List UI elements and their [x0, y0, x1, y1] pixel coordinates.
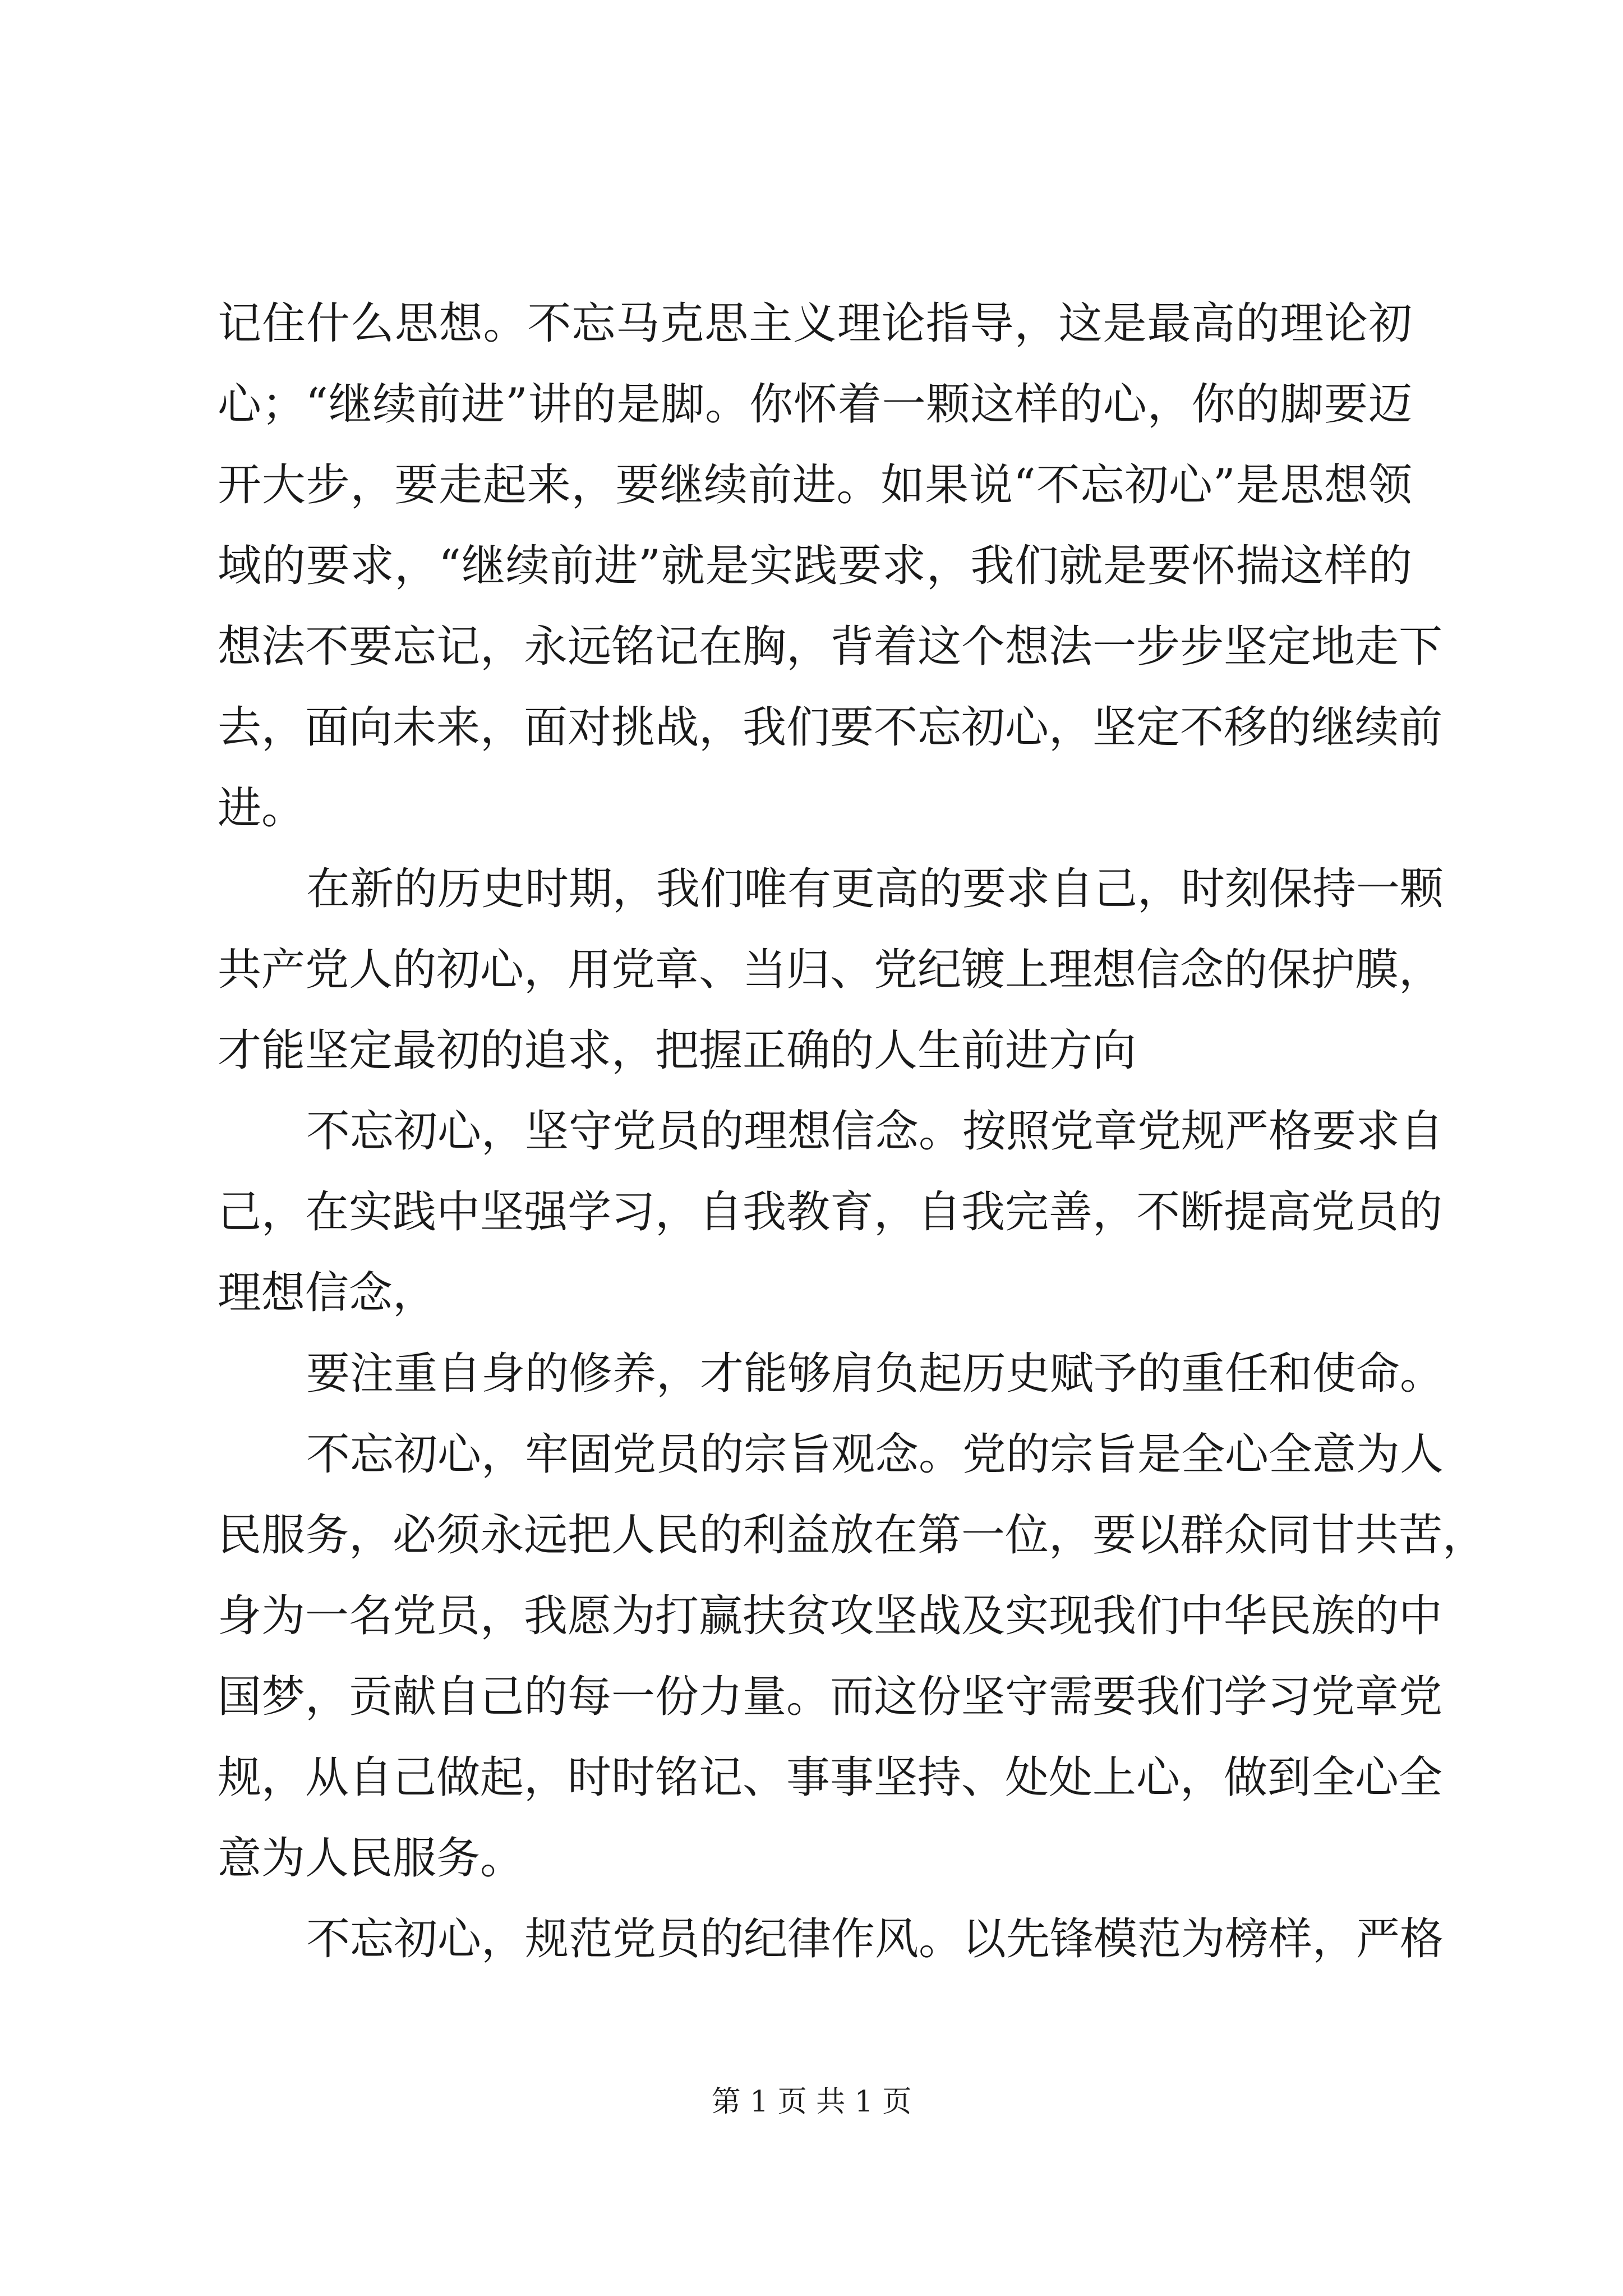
paragraph-first-line: 不忘初心，坚守党员的理想信念。按照党章党规严格要求自 [306, 1106, 1444, 1157]
page-number: 第 1 页 共 1 页 [711, 2085, 912, 2119]
text-line: 民服务，必须永远把人民的利益放在第一位，要以群众同甘共苦， [218, 1510, 1487, 1561]
paragraph-first-line: 不忘初心，规范党员的纪律作风。以先锋模范为榜样，严格 [306, 1914, 1444, 1964]
text-line: 记住什么思想。不忘马克思主义理论指导，这是最高的理论初 [218, 298, 1412, 349]
text-line: 规，从自己做起，时时铭记、事事坚持、处处上心，做到全心全 [218, 1752, 1443, 1803]
page-footer [0, 2082, 1623, 2122]
text-line: 开大步，要走起来，要继续前进。如果说“不忘初心”是思想领 [218, 460, 1412, 510]
text-line: 心；“继续前进”讲的是脚。你怀着一颗这样的心，你的脚要迈 [218, 379, 1412, 430]
text-line: 进。 [218, 783, 306, 834]
text-line: 国梦，贡献自己的每一份力量。而这份坚守需要我们学习党章党 [218, 1672, 1443, 1722]
text-line: 想法不要忘记，永远铭记在胸，背着这个想法一步步坚定地走下 [218, 622, 1443, 672]
paragraph-first-line: 要注重自身的修养，才能够肩负起历史赋予的重任和使命。 [306, 1349, 1444, 1399]
document-body [218, 283, 1487, 1980]
text-line: 意为人民服务。 [218, 1833, 524, 1884]
text-line: 身为一名党员，我愿为打赢扶贫攻坚战及实现我们中华民族的中 [218, 1591, 1443, 1641]
text-line: 域的要求，“继续前进”就是实践要求，我们就是要怀揣这样的 [218, 541, 1412, 591]
text-line: 己，在实践中坚强学习，自我教育，自我完善，不断提高党员的 [218, 1187, 1443, 1237]
text-line: 去，面向未来，面对挑战，我们要不忘初心，坚定不移的继续前 [218, 702, 1443, 753]
text-line: 才能坚定最初的追求，把握正确的人生前进方向 [218, 1025, 1137, 1076]
text-line: 共产党人的初心，用党章、当归、党纪镀上理想信念的保护膜， [218, 945, 1443, 995]
text-line: 理想信念， [218, 1268, 437, 1318]
paragraph-first-line: 不忘初心，牢固党员的宗旨观念。党的宗旨是全心全意为人 [306, 1429, 1444, 1480]
paragraph-first-line: 在新的历史时期，我们唯有更高的要求自己，时刻保持一颗 [306, 864, 1444, 914]
